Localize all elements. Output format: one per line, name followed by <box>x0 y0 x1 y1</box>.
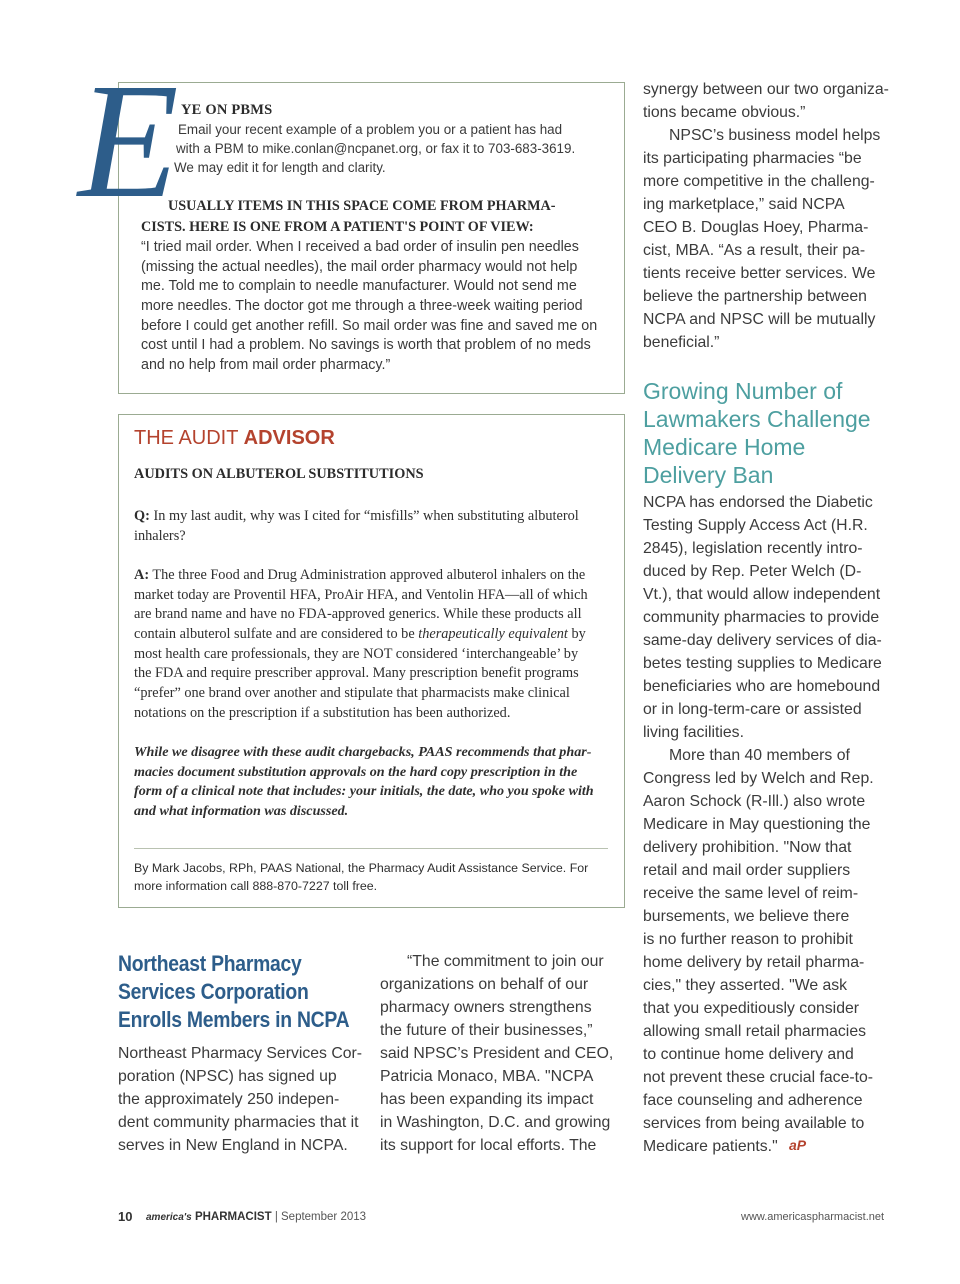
lawmakers-body-line: receive the same level of reim- <box>643 885 859 902</box>
northeast-body-line: said NPSC’s President and CEO, <box>380 1045 614 1062</box>
northeast-body-line: Northeast Pharmacy Services Cor- <box>118 1045 363 1062</box>
lawmakers-body-line: allowing small retail pharmacies <box>643 1023 866 1040</box>
northeast-body-line: its participating pharmacies “be <box>643 150 862 167</box>
audit-answer-line: the FDA and require prescriber approval. Many prescription benefit programs <box>134 665 579 681</box>
patient-quote-line: more needles. The doctor got me through a three-week waiting period <box>141 298 583 314</box>
northeast-body-line: more competitive in the challeng- <box>643 173 875 190</box>
eye-intro-line: Email your recent example of a problem you or a patient has had <box>178 122 563 137</box>
lawmakers-headline-line: Lawmakers Challenge <box>643 406 871 432</box>
northeast-body-line: cist, MBA. “As a result, their pa- <box>643 242 866 259</box>
lawmakers-body-line: More than 40 members of <box>669 747 850 764</box>
lawmakers-body-line: duced by Rep. Peter Welch (D- <box>643 563 862 580</box>
lawmakers-body-line: beneficiaries who are homebound <box>643 678 881 695</box>
patient-quote-line: and no help from mail order pharmacy.” <box>141 357 391 373</box>
lawmakers-body-line: face counseling and adherence <box>643 1092 863 1109</box>
lawmakers-body-line: that you expeditiously consider <box>643 1000 860 1017</box>
lawmakers-body-line: is no further reason to prohibit <box>643 931 853 948</box>
northeast-body-line: tients receive better services. We <box>643 265 876 282</box>
northeast-body-line: believe the partnership between <box>643 288 867 305</box>
patient-quote-line: cost until I had a problem. No savings is worth that problem of no meds <box>141 337 591 353</box>
footer-url: www.americaspharmacist.net <box>741 1211 885 1223</box>
lawmakers-body-line: Testing Supply Access Act (H.R. <box>643 517 868 534</box>
audit-advisor-title: THE AUDIT ADVISOR <box>134 427 335 449</box>
lawmakers-body-line: or in long-term-care or assisted <box>643 701 862 718</box>
magazine-brand: america's PHARMACIST | September 2013 <box>146 1211 367 1223</box>
eye-intro-line: with a PBM to mike.conlan@ncpanet.org, or fax it to 703-683-3619. <box>176 141 576 156</box>
lawmakers-body-line: betes testing supplies to Medicare <box>643 655 882 672</box>
eye-subheading-line: CISTS. HERE IS ONE FROM A PATIENT'S POINT OF VIEW: <box>141 219 534 235</box>
lawmakers-body-line: home delivery by retail pharma- <box>643 954 865 971</box>
audit-answer-line: most health care professionals, they are NOT considered ‘interchangeable’ by <box>134 646 579 662</box>
lawmakers-headline-line: Medicare Home <box>643 434 806 460</box>
lawmakers-body-line: living facilities. <box>643 724 744 741</box>
audit-answer-line: market today are Proventil HFA, ProAir HFA, and Ventolin HFA—all of which <box>134 587 588 603</box>
northeast-body-line: its support for local efforts. The <box>380 1137 597 1154</box>
audit-credit-line: more information call 888-870-7227 toll free. <box>134 879 378 893</box>
northeast-body-line: NPSC’s business model helps <box>669 127 881 144</box>
lawmakers-body-line: Vt.), that would allow independent <box>643 586 881 603</box>
lawmakers-body-line: services from being available to <box>643 1115 865 1132</box>
lawmakers-headline-line: Growing Number of <box>643 378 843 404</box>
audit-recommendation-line: and what information was discussed. <box>134 803 349 819</box>
patient-quote-line: “I tried mail order. When I received a bad order of insulin pen needles <box>141 239 579 255</box>
patient-quote-line: before I could get another refill. So mail order was fine and saved me on <box>141 318 598 334</box>
northeast-body-line: tions became obvious.” <box>643 104 806 121</box>
northeast-body-line: NCPA and NPSC will be mutually <box>643 311 876 328</box>
northeast-body-line: “The commitment to join our <box>407 953 604 970</box>
audit-answer-line: contain albuterol sulfate and are considered to be therapeutically equivalent by <box>134 626 586 642</box>
lawmakers-body-line: bursements, we believe there <box>643 908 850 925</box>
lawmakers-body-line: community pharmacies to provide <box>643 609 880 626</box>
eye-on-pbms-heading: YE ON PBMS <box>181 102 273 118</box>
patient-quote-line: (missing the actual needles), the mail order pharmacy would not help <box>141 259 578 275</box>
audit-credit-line: By Mark Jacobs, RPh, PAAS National, the Pharmacy Audit Assistance Service. For <box>134 861 589 875</box>
lawmakers-body-line: to continue home delivery and <box>643 1046 854 1063</box>
lawmakers-body-line: Medicare in May questioning the <box>643 816 871 833</box>
northeast-headline-line: Northeast Pharmacy <box>118 951 302 976</box>
northeast-body-line: pharmacy owners strengthens <box>380 999 592 1016</box>
eye-intro-line: We may edit it for length and clarity. <box>174 160 386 175</box>
page-number: 10 <box>118 1209 133 1224</box>
northeast-headline-line: Services Corporation <box>118 979 309 1004</box>
eye-subheading-line: USUALLY ITEMS IN THIS SPACE COME FROM PHARMA- <box>168 198 556 214</box>
lawmakers-body-line: not prevent these crucial face-to- <box>643 1069 874 1086</box>
northeast-body-line: ing marketplace,” said NCPA <box>643 196 845 213</box>
end-mark-logo: aP <box>789 1137 807 1153</box>
audit-recommendation-line: form of a clinical note that includes: your initials, the date, who you spoke with <box>134 783 594 799</box>
audit-divider <box>134 848 608 849</box>
lawmakers-body-line: cies," they asserted. "We ask <box>643 977 848 994</box>
lawmakers-headline-line: Delivery Ban <box>643 462 774 488</box>
audit-answer-line: notations on the prescription if a substitution has been authorized. <box>134 705 511 721</box>
lawmakers-body-line: Congress led by Welch and Rep. <box>643 770 874 787</box>
audit-answer-line: A: The three Food and Drug Administration approved albuterol inhalers on the <box>134 567 586 583</box>
northeast-body-line: in Washington, D.C. and growing <box>380 1114 611 1131</box>
northeast-body-line: serves in New England in NCPA. <box>118 1137 348 1154</box>
patient-quote-line: me. Told me to complain to needle manufacturer. Would not send me <box>141 278 577 294</box>
northeast-body-line: synergy between our two organiza- <box>643 81 889 98</box>
northeast-body-line: has been expanding its impact <box>380 1091 594 1108</box>
lawmakers-body-line: 2845), legislation recently intro- <box>643 540 863 557</box>
northeast-body-line: organizations on behalf of our <box>380 976 589 993</box>
lawmakers-body-line: same-day delivery services of dia- <box>643 632 882 649</box>
audit-subheading: AUDITS ON ALBUTEROL SUBSTITUTIONS <box>134 466 424 482</box>
audit-question-line: Q: In my last audit, why was I cited for “misfills” when substituting albuterol <box>134 508 579 524</box>
lawmakers-body-line: NCPA has endorsed the Diabetic <box>643 494 873 511</box>
northeast-body-line: dent community pharmacies that it <box>118 1114 359 1131</box>
northeast-body-line: CEO B. Douglas Hoey, Pharma- <box>643 219 869 236</box>
northeast-body-line: the approximately 250 indepen- <box>118 1091 340 1108</box>
northeast-body-line: the future of their businesses,” <box>380 1022 593 1039</box>
lawmakers-body-line: Medicare patients." <box>643 1138 778 1155</box>
lawmakers-body-line: Aaron Schock (R-Ill.) also wrote <box>643 793 866 810</box>
audit-recommendation-line: While we disagree with these audit chargebacks, PAAS recommends that phar- <box>134 744 592 760</box>
northeast-body-line: beneficial.” <box>643 334 720 351</box>
audit-answer-line: “prefer” one brand over another and stipulate that pharmacists make clinical <box>134 685 570 701</box>
audit-recommendation-line: macies document substitution approvals on the hard copy prescription in the <box>134 764 578 780</box>
lawmakers-body-line: delivery prohibition. "Now that <box>643 839 852 856</box>
northeast-headline-line: Enrolls Members in NCPA <box>118 1007 350 1032</box>
drop-cap: E <box>78 49 179 232</box>
audit-question-line: inhalers? <box>134 528 186 544</box>
lawmakers-body-line: retail and mail order suppliers <box>643 862 851 879</box>
northeast-body-line: Patricia Monaco, MBA. "NCPA <box>380 1068 594 1085</box>
northeast-body-line: poration (NPSC) has signed up <box>118 1068 337 1085</box>
audit-answer-line: are brand name and have no FDA-approved generics. While these products all <box>134 606 582 622</box>
